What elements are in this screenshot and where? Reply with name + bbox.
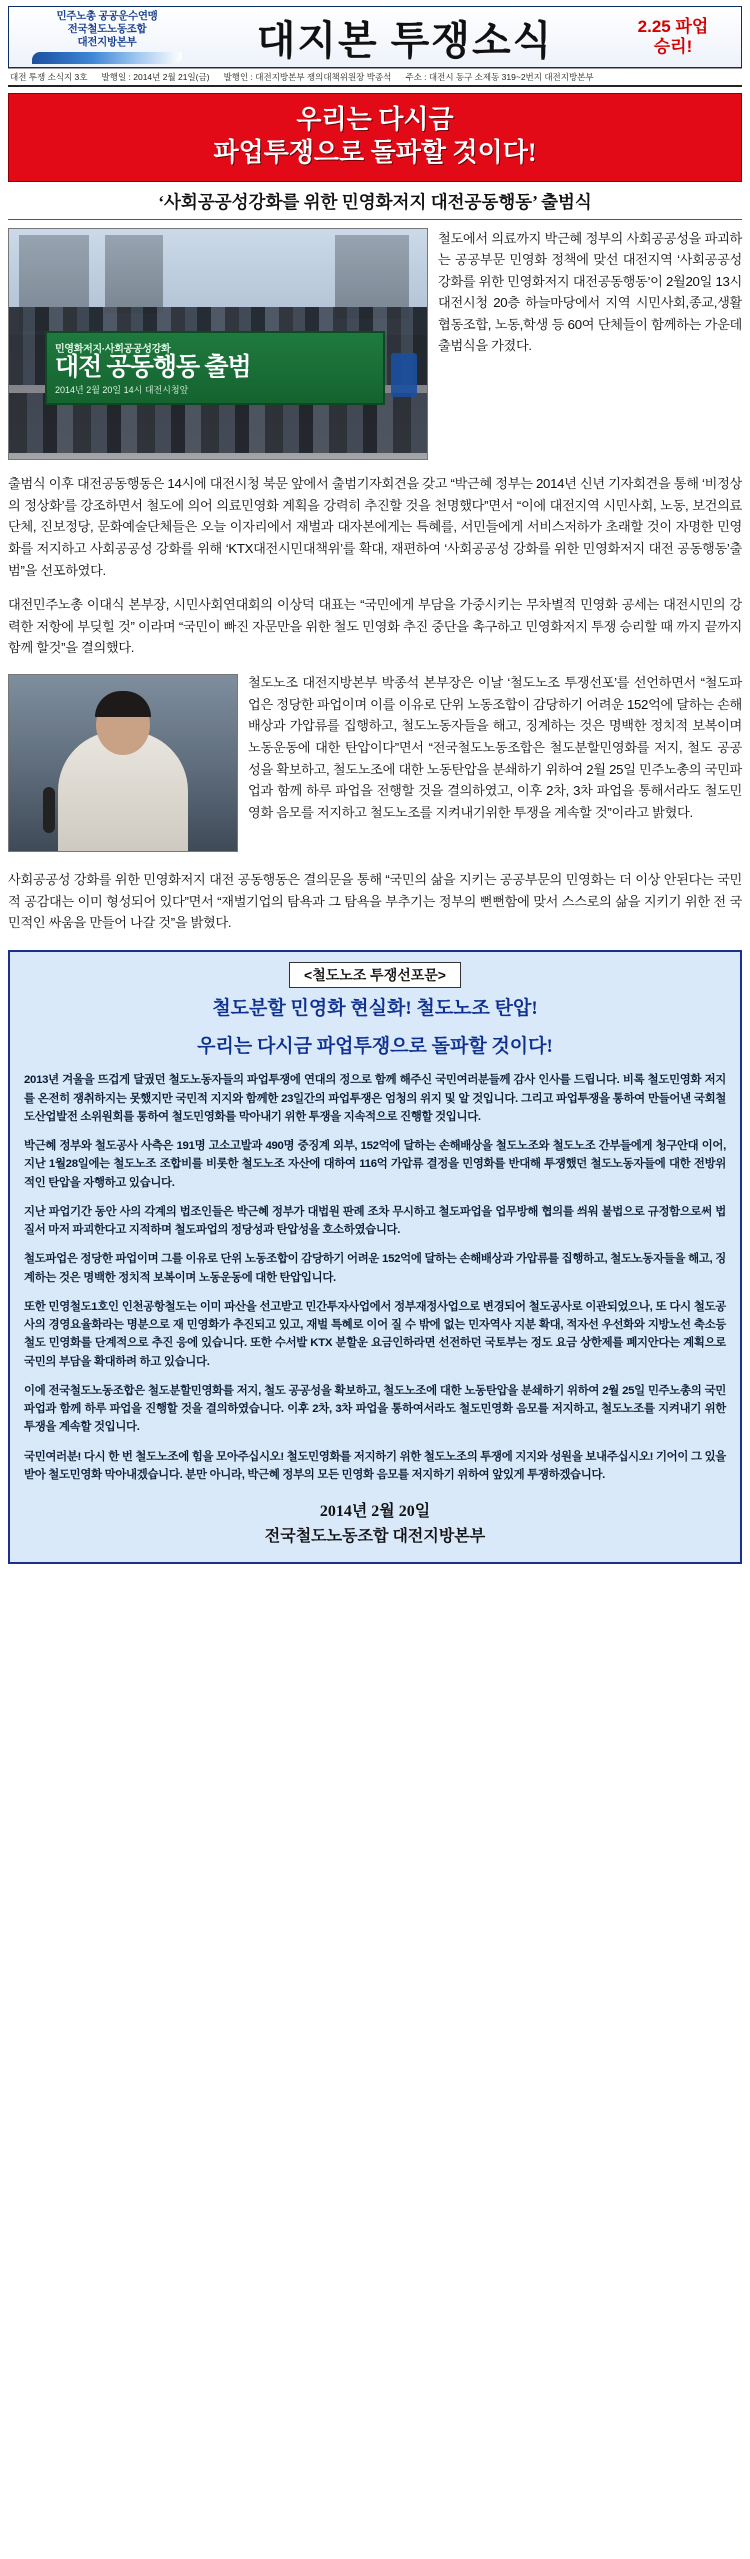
event-banner-sub: 2014년 2월 20일 14시 대전시청앞 <box>55 385 189 396</box>
logo-line-1: 민주노총 공공운수연맹 <box>56 9 158 22</box>
article-paragraph-2: 대전민주노총 이대식 본부장, 시민사회연대회의 이상덕 대표는 “국민에게 부담을 가중시키는 무차별적 민영화 공세는 대전시민의 강력한 저항에 부딪힐 것” 이라며 “국민이 빠진 자문만을 위한 철도 민영화 추진 중단을 촉구하고 민영화저지 투쟁 승리할 때 까지 끝까지 함께 할것”을 결의했다. <box>8 597 742 656</box>
strike-badge <box>613 17 733 56</box>
strike-badge-line-1: 2.25 파업 <box>637 17 709 37</box>
statement-paragraph: 박근혜 정부와 철도공사 사측은 191명 고소고발과 490명 중징계 외부, 152억에 달하는 손해배상을 철도노조와 철도노조 간부들에게 청구안대 이어, 지난 1월28일에는 철도노조 조합비를 비롯한 철도노조 자산에 대하여 116억 가압류 결정을 민영화를 반대해 투쟁했던 철도노동자들에 대한 전방위적인 탄압을 자행하고 있습니다. <box>24 1140 726 1189</box>
photo-podium <box>391 353 417 397</box>
union-logo <box>17 10 197 64</box>
rally-photo <box>8 228 428 460</box>
meta-issue: 대전 투쟁 소식지 3호 <box>10 72 88 82</box>
meta-date: 발행일 : 2014년 2월 21일(금) <box>101 72 210 82</box>
logo-swoosh-icon <box>32 52 182 64</box>
lead-paragraph: 철도에서 의료까지 박근혜 정부의 사회공공성을 파괴하는 공공부문 민영화 정책에 맞선 대전지역 ‘사회공공성강화를 위한 민영화저지 대전공동행동’이 2월20일 13시 대전시청 20층 하늘마당에서 지역 시민사회,종교,생활협동조합, 노동,학생 등 60여 단체들이 함께하는 가운데 출범식을 가졌다. <box>438 231 742 353</box>
statement-title-wrap <box>24 962 726 996</box>
event-banner-top: 민영화저지·사회공공성강화 <box>55 343 171 355</box>
photo-event-banner <box>45 331 385 405</box>
article-paragraph-1: 출범식 이후 대전공동행동은 14시에 대전시청 북문 앞에서 출범기자회견을 갖고 “박근혜 정부는 2014년 신년 기자회견을 통해 ‘비정상의 정상화’를 강조하면서 철도에 의어 의료민영화 계획을 강력히 추진할 것을 천명했다”면서 “이에 대전지역 시민사회, 노동, 보건의료단체, 진보정당, 문화예술단체들은 오늘 이자리에서 재벌과 대자본에게는 특혜를, 서민들에게 서비스저하가 초래할 것이 자명한 민영화를 저지하고 사회공공성 강화를 위해 ‘KTX대전시민대책위’를 확대, 재편하여 ‘사회공공성 강화를 위한 민영화저지 대전 공동행동’출범”을 선포하였다. <box>8 476 742 578</box>
statement-paragraph: 국민여러분! 다시 한 번 철도노조에 힘을 모아주십시오! 철도민영화를 저지하기 위한 철도노조의 투쟁에 지지와 성원을 보내주십시오! 기어이 그 있을 받아 철도민영화 막아내겠습니다. 분만 아니라, 박근혜 정부의 모든 민영화 음모를 저지하기 위하여 앞있게 투쟁하겠습니다. <box>24 1450 726 1481</box>
page-title: 대지본 투쟁소식 <box>256 17 554 63</box>
lead-section <box>8 228 742 460</box>
strike-badge-line-2: 승리! <box>653 37 693 56</box>
statement-date: 2014년 2월 20일 <box>319 1503 431 1521</box>
headline-banner <box>8 93 742 182</box>
logo-line-3: 대전지방본부 <box>77 36 137 49</box>
meta-publisher: 발행인 : 대전지방본부 쟁의대책위원장 박종석 <box>223 72 392 82</box>
statement-headline-1: 철도분할 민영화 현실화! 철도노조 탄압! <box>212 998 538 1020</box>
headline-line-2: 파업투쟁으로 돌파할 것이다! <box>213 137 537 167</box>
statement-paragraph: 2013년 겨울을 뜨겁게 달궜던 철도노동자들의 파업투쟁에 연대의 정으로 함께 해주신 국민여러분들께 감사 인사를 드립니다. 비록 철도민영화 저지를 온전히 쟁취하지는 못했지만 국민적 지지와 함께한 23일간의 파업투쟁은 엄청의 위지 및 알 것입니다. 그리고 파업투쟁을 통하여 만들어낸 국회철도산업발전 소위원회를 통하여 철도민영화를 막아내기 위한 투쟁을 지속적으로 진행할 것입니다. <box>24 1074 726 1123</box>
article-paragraph-3: 철도노조 대전지방본부 박종석 본부장은 이날 ‘철도노조 투쟁선포’를 선언하면서 “철도파업은 정당한 파업이며 이를 이유로 단위 노동조합이 감당하기 어려운 152억에 달하는 손해배상과 가압류를 집행하고, 철도노동자들을 해고, 징계하는 것은 명백한 정치적 보복이며 노동운동에 대한 탄압이다”면서 “전국철도노동조합은 철도분할민영화를 저지, 철도 공공성을 확보하고, 철도노조에 대한 노동탄압을 분쇄하기 위하여 2월 25일 민주노총의 국민파업과 함께 하루 파업을 전행할 것을 결의하였고, 이후 2차, 3차 파업을 통해서라도 철도민영화 음모를 저지하고 철도노조를 지켜내기위한 투쟁을 계속할 것”이라고 밝혔다. <box>248 675 742 820</box>
statement-paragraph: 지난 파업기간 동안 사의 각계의 법조인들은 박근혜 정부가 대법원 판례 조차 무시하고 철도파업을 업무방해 협의를 씌워 불법으로 규정함으로써 법질서 마저 파괴한다고 지적하며 철도파업의 정당성과 탄압성을 호소하였습니다. <box>24 1205 726 1237</box>
microphone-icon <box>43 787 55 833</box>
masthead-meta-bar <box>8 68 742 87</box>
statement-organization: 전국철도노동조합 대전지방본부 <box>264 1528 486 1546</box>
article-paragraph-4: 사회공공성 강화를 위한 민영화저지 대전 공동행동은 결의문을 통해 “국민의 삶을 지키는 공공부문의 민영화는 더 이상 안된다는 국민적 공감대는 이미 형성되어 있다”면서 “재벌기업의 탐욕과 그 탐욕을 부추기는 정부의 뻔뻔함에 맞서 스스로의 삶을 지키기 위한 전 국민적인 싸움을 만들어 나갈 것”을 밝혔다. <box>8 872 742 931</box>
event-banner-main: 대전 공동행동 출범 <box>55 353 251 381</box>
logo-line-2: 전국철도노동조합 <box>67 22 147 35</box>
subheadline: ‘사회공공성강화를 위한 민영화저지 대전공동행동’ 출범식 <box>8 189 742 220</box>
article-paragraph-3-wrap <box>8 672 742 856</box>
statement-paragraph: 또한 민영철도1호인 인천공항철도는 이미 파산을 선고받고 민간투자사업에서 정부재정사업으로 변경되어 철도공사로 이관되었으나, 또 다시 철도공사의 경영요율화라는 명분으로 재 민영화가 추진되고 있고, 재벌 특혜로 이어 질 수 밖에 없는 민자역사 지분 확대, 적자선 우선화와 지방노선 축소등 철도 민영화를 단계적으로 추진 응에 있습니다. 또한 수서발 KTX 분할운 요금인하라면 선전하던 국토부는 정도 요금 상한제를 폐지안다는 계획으로 국민의 부담을 확대하려 하고 있습니다. <box>24 1300 726 1368</box>
strike-declaration-box <box>8 950 742 1564</box>
statement-paragraph: 이에 전국철도노동조합은 철도분할민영화를 저지, 철도 공공성을 확보하고, 철도노조에 대한 노동탄압을 분쇄하기 위하여 2월 25일 민주노총의 국민파업과 함께 하루 파업을 진행할 것을 결의하였습니다. 이후 2차, 3차 파업을 통하여서라도 철도민영화 음모를 저지하고, 철도노조를 지켜내기 위한 투쟁을 계속할 것입니다. <box>24 1384 726 1434</box>
statement-paragraph: 철도파업은 정당한 파업이며 그를 이유로 단위 노동조합이 감당하기 어려운 152억에 달하는 손해배상과 가압류를 집행하고, 철도노동자들을 해고, 징계하는 것은 명백한 정치적 보복이며 노동운동에 대한 탄압입니다. <box>24 1253 726 1284</box>
photo-building <box>105 235 163 313</box>
meta-address: 주소 : 대전시 동구 소제동 319~2번지 대전지방본부 <box>405 72 594 82</box>
masthead <box>8 6 742 68</box>
statement-title: <철도노조 투쟁선포문> <box>289 962 461 988</box>
branch-chief-photo <box>8 674 238 852</box>
headline-line-1: 우리는 다시금 <box>296 105 454 134</box>
statement-headline-2: 우리는 다시금 파업투쟁으로 돌파할 것이다! <box>197 1035 553 1057</box>
